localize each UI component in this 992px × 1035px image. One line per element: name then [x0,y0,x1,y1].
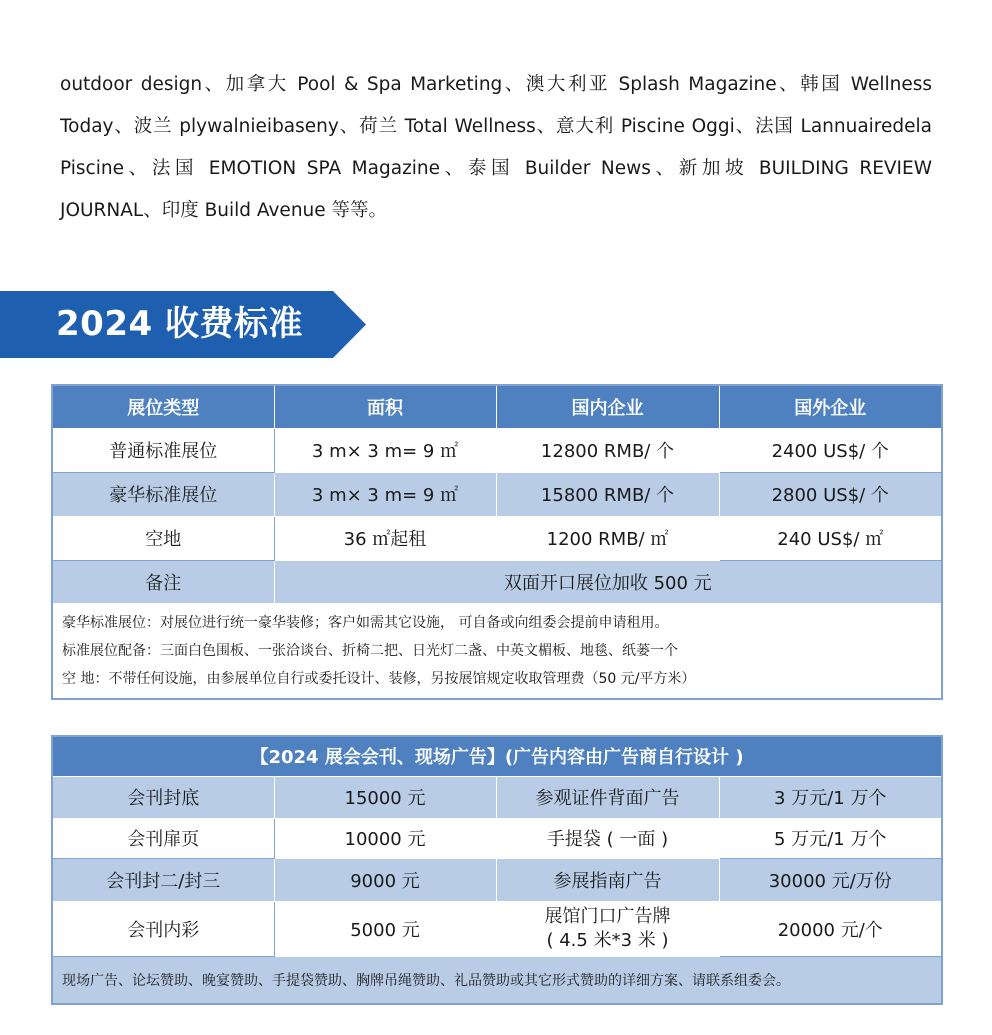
remark-value: 双面开口展位加收 500 元 [274,560,942,603]
notes-row [52,603,942,699]
table-cell: 15000 元 [274,776,496,818]
note-line: 豪华标准展位：对展位进行统一豪华装修；客户如需其它设施， 可自备或向组委会提前申请租用。 [62,614,669,631]
table-cell: 30000 元/万份 [719,858,942,901]
table-cell: 2800 US$/ 个 [719,472,942,516]
table-cell: 空地 [52,516,274,560]
table-cell: 1200 RMB/ ㎡ [496,516,719,560]
table-cell: 会刊内彩 [52,901,274,956]
cell-line: 展馆门口广告牌 [544,905,671,927]
table-cell: 豪华标准展位 [52,472,274,516]
ads-note: 现场广告、论坛赞助、晚宴赞助、手提袋赞助、胸牌吊绳赞助、礼品赞助或其它形式赞助的详细方案、请联系组委会。 [52,956,942,1004]
table-cell: 3 m× 3 m= 9 ㎡ [274,428,496,472]
header-domestic: 国内企业 [496,385,719,428]
table-cell: 5000 元 [274,901,496,956]
table-row [52,818,942,858]
table-row [52,516,942,560]
table-cell: 参展指南广告 [496,858,719,901]
table-cell: 9000 元 [274,858,496,901]
header-foreign: 国外企业 [719,385,942,428]
table-cell: 36 ㎡起租 [274,516,496,560]
table-cell: 手提袋 ( 一面 ) [496,818,719,858]
remark-label: 备注 [52,560,274,603]
cell-line: ( 4.5 米*3 米 ) [546,929,669,951]
notes-cell [52,603,942,699]
table-cell: 20000 元/个 [719,901,942,956]
table-cell: 12800 RMB/ 个 [496,428,719,472]
intro-paragraph: outdoor design、加拿大 Pool & Spa Marketing、澳大利亚 Splash Magazine、韩国 Wellness Today、波兰 plywalnieibaseny、荷兰 Total Wellness、意大利 Piscine Oggi、法国 Lannuairedela Piscine、法国 EMOTION SPA Magazine、泰国 Builder News、新加坡 BUILDING REVIEW JOURNAL、印度 Build Avenue 等等。 [60,74,932,221]
table-cell: 参观证件背面广告 [496,776,719,818]
table-cell: 普通标准展位 [52,428,274,472]
table-cell: 240 US$/ ㎡ [719,516,942,560]
table-cell: 会刊封底 [52,776,274,818]
table-cell [496,901,719,956]
section-banner [0,291,366,358]
table-row [52,901,942,956]
ads-table [51,735,943,1005]
table-cell: 15800 RMB/ 个 [496,472,719,516]
table-cell: 10000 元 [274,818,496,858]
table-row [52,776,942,818]
note-line: 标准展位配备：三面白色围板、一张洽谈台、折椅二把、日光灯二盏、中英文楣板、地毯、纸蒌一个 [62,642,678,659]
table-row [52,858,942,901]
table-cell: 会刊扉页 [52,818,274,858]
table-row [52,428,942,472]
fees-header-row [52,385,942,428]
table-cell: 2400 US$/ 个 [719,428,942,472]
ads-title: 【2024 展会会刊、现场广告】(广告内容由广告商自行设计 ) [52,736,942,776]
table-cell: 3 万元/1 万个 [719,776,942,818]
booth-fees-table [51,384,943,700]
header-area: 面积 [274,385,496,428]
section-title: 2024 收费标准 [56,304,303,344]
ads-header-row [52,736,942,776]
table-cell: 3 m× 3 m= 9 ㎡ [274,472,496,516]
table-row [52,472,942,516]
table-cell: 5 万元/1 万个 [719,818,942,858]
table-cell: 会刊封二/封三 [52,858,274,901]
note-line: 空 地：不带任何设施，由参展单位自行或委托设计、装修，另按展馆规定收取管理费（50 元/平方米） [62,670,696,687]
header-booth-type: 展位类型 [52,385,274,428]
ads-note-row [52,956,942,1004]
remark-row [52,560,942,603]
